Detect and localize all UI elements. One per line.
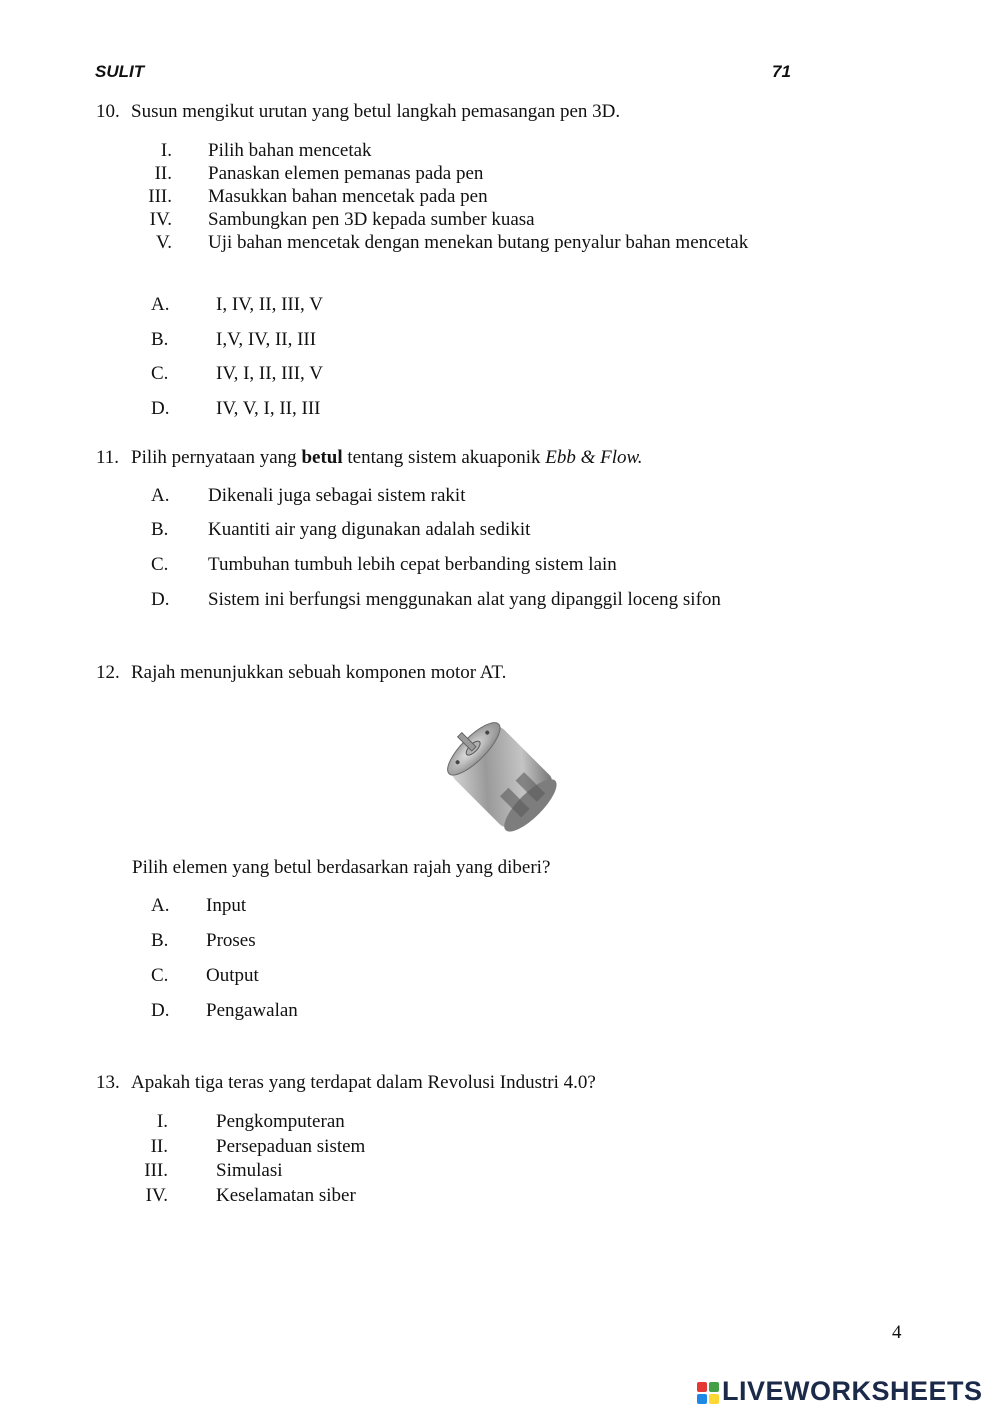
- logo-square: [697, 1394, 707, 1404]
- q13-item-text: Persepaduan sistem: [216, 1136, 366, 1157]
- logo-square: [697, 1382, 707, 1392]
- q13-item-numeral: II.: [150, 1136, 168, 1157]
- q10-option-letter[interactable]: D.: [151, 398, 170, 419]
- liveworksheets-brand[interactable]: LIVEWORKSHEETS: [722, 1376, 983, 1406]
- header-left: SULIT: [95, 62, 145, 81]
- q13-item-numeral: I.: [156, 1111, 168, 1132]
- q11-text-bold: betul: [301, 447, 343, 468]
- q11-option-text[interactable]: Sistem ini berfungsi menggunakan alat yang dipanggil loceng sifon: [208, 589, 721, 610]
- q10-option-letter[interactable]: C.: [151, 363, 169, 384]
- q12-text: Rajah menunjukkan sebuah komponen motor AT.: [131, 662, 507, 683]
- q11-text-before: Pilih pernyataan yang: [131, 447, 302, 468]
- q12-option-letter[interactable]: B.: [151, 930, 169, 951]
- q12-option-letter[interactable]: A.: [151, 895, 170, 916]
- q10-step-text: Sambungkan pen 3D kepada sumber kuasa: [208, 209, 535, 230]
- q12-option-letter[interactable]: C.: [151, 965, 169, 986]
- q10-step-numeral: V.: [155, 232, 172, 253]
- q10-option-letter[interactable]: B.: [151, 329, 169, 350]
- q11-option-letter[interactable]: D.: [151, 589, 170, 610]
- q13-item-numeral: III.: [144, 1160, 168, 1181]
- dc-motor-image: [435, 710, 565, 840]
- q10-text: Susun mengikut urutan yang betul langkah pemasangan pen 3D.: [131, 101, 621, 122]
- q10-option-text[interactable]: I, IV, II, III, V: [216, 294, 323, 315]
- q13-item-numeral: IV.: [145, 1185, 168, 1206]
- q11-option-letter[interactable]: B.: [151, 519, 169, 540]
- q12-subquestion: Pilih elemen yang betul berdasarkan rajah yang diberi?: [132, 857, 551, 878]
- q11-number: 11.: [96, 447, 120, 468]
- q12-option-letter[interactable]: D.: [151, 1000, 170, 1021]
- q10-step-numeral: II.: [154, 163, 172, 184]
- q13-item-text: Keselamatan siber: [216, 1185, 356, 1206]
- q10-number: 10.: [96, 101, 120, 122]
- q13-number: 13.: [96, 1072, 120, 1093]
- q11-option-text[interactable]: Dikenali juga sebagai sistem rakit: [208, 485, 466, 506]
- q13-text: Apakah tiga teras yang terdapat dalam Revolusi Industri 4.0?: [131, 1072, 596, 1093]
- q12-option-text[interactable]: Pengawalan: [206, 1000, 298, 1021]
- q11-text-italic: Ebb & Flow.: [545, 447, 643, 468]
- q10-step-text: Masukkan bahan mencetak pada pen: [208, 186, 488, 207]
- liveworksheets-logo-icon[interactable]: [697, 1382, 719, 1404]
- q12-option-text[interactable]: Input: [206, 895, 247, 916]
- q10-option-text[interactable]: IV, V, I, II, III: [216, 398, 321, 419]
- q10-step-numeral: IV.: [149, 209, 172, 230]
- q11-option-letter[interactable]: C.: [151, 554, 169, 575]
- header-right: 71: [772, 62, 791, 81]
- q11-option-text[interactable]: Tumbuhan tumbuh lebih cepat berbanding sistem lain: [208, 554, 617, 575]
- q13-item-text: Simulasi: [216, 1160, 283, 1181]
- logo-square: [709, 1394, 719, 1404]
- q10-option-text[interactable]: I,V, IV, II, III: [216, 329, 317, 350]
- q10-option-text[interactable]: IV, I, II, III, V: [216, 363, 323, 384]
- q11-option-text[interactable]: Kuantiti air yang digunakan adalah sedikit: [208, 519, 531, 540]
- page-number: 4: [892, 1322, 902, 1343]
- q11-option-letter[interactable]: A.: [151, 485, 170, 506]
- q10-step-numeral: I.: [160, 140, 172, 161]
- logo-square: [709, 1382, 719, 1392]
- q11-text: [131, 447, 643, 469]
- q10-step-text: Pilih bahan mencetak: [208, 140, 372, 161]
- q10-step-numeral: III.: [148, 186, 172, 207]
- q10-option-letter[interactable]: A.: [151, 294, 170, 315]
- q12-number: 12.: [96, 662, 120, 683]
- q13-item-text: Pengkomputeran: [216, 1111, 345, 1132]
- q12-option-text[interactable]: Proses: [206, 930, 256, 951]
- q10-step-text: Uji bahan mencetak dengan menekan butang penyalur bahan mencetak: [208, 232, 749, 253]
- q11-text-middle: tentang sistem akuaponik: [342, 447, 546, 468]
- q12-option-text[interactable]: Output: [206, 965, 259, 986]
- q10-step-text: Panaskan elemen pemanas pada pen: [208, 163, 484, 184]
